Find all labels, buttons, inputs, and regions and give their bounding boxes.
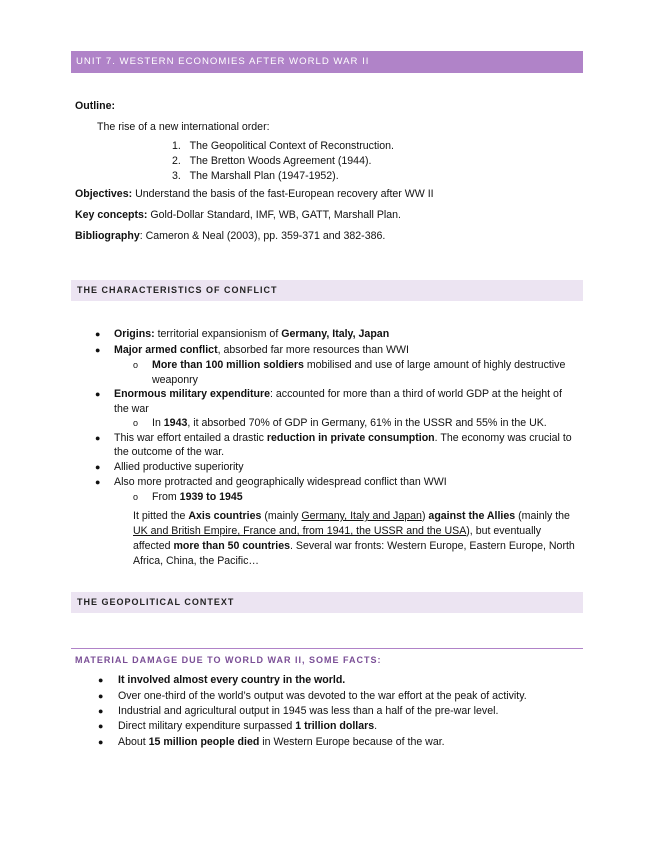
soldiers-item: More than 100 million soldiers mobilised and use of large amount of highly destructive: [152, 359, 566, 371]
major-conflict-item: Major armed conflict, absorbed far more resources than WWI: [114, 344, 409, 356]
bibliography: Bibliography: Cameron & Neal (2003), pp. 359-371 and 382-386.: [75, 230, 386, 242]
military-item-cont: the war: [114, 403, 149, 415]
fact-item: Over one-third of the world’s output was devoted to the war effort at the peak of activity.: [118, 690, 527, 702]
bullet-icon: ●: [98, 691, 104, 701]
axis-para-line1: It pitted the Axis countries (mainly Germany, Italy and Japan) against the Allies (mainly the: [133, 510, 570, 522]
bullet-icon: ●: [98, 721, 104, 731]
circle-bullet-icon: o: [133, 360, 139, 370]
bullet-icon: ●: [95, 345, 101, 355]
bullet-icon: ●: [98, 706, 104, 716]
objectives: Objectives: Understand the basis of the fast-European recovery after WW II: [75, 188, 434, 200]
fact-item: It involved almost every country in the world.: [118, 674, 346, 686]
bullet-icon: ●: [95, 477, 101, 487]
section-header-characteristics: THE CHARACTERISTICS OF CONFLICT: [71, 280, 583, 301]
bullet-icon: ●: [95, 462, 101, 472]
axis-para-line4: Africa, China, the Pacific…: [133, 555, 259, 567]
outline-item-3: 3. The Marshall Plan (1947-1952).: [172, 170, 339, 182]
soldiers-item-cont: weaponry: [152, 374, 198, 386]
section-divider: [71, 648, 583, 649]
section-header-geopolitical: THE GEOPOLITICAL CONTEXT: [71, 592, 583, 613]
outline-label: Outline:: [75, 100, 116, 112]
bullet-icon: ●: [98, 737, 104, 747]
circle-bullet-icon: o: [133, 492, 139, 502]
bullet-icon: ●: [95, 329, 101, 339]
fact-item: About 15 million people died in Western Europe because of the war.: [118, 736, 445, 748]
bullet-icon: ●: [95, 433, 101, 443]
from-years-item: From 1939 to 1945: [152, 491, 243, 503]
unit-title-bar: [71, 51, 583, 73]
section-header-material-damage: MATERIAL DAMAGE DUE TO WORLD WAR II, SOME FACTS:: [75, 655, 382, 665]
outline-intro: The rise of a new international order:: [97, 121, 270, 133]
fact-item: Industrial and agricultural output in 1945 was less than a half of the pre-war level.: [118, 705, 499, 717]
unit-title: UNIT 7. WESTERN ECONOMIES AFTER WORLD WAR II: [76, 56, 370, 67]
allied-item: Allied productive superiority: [114, 461, 244, 473]
origins-item: Origins: territorial expansionism of Germany, Italy, Japan: [114, 328, 390, 340]
outline-item-1: 1. The Geopolitical Context of Reconstruction.: [172, 140, 394, 152]
axis-para-line3: affected more than 50 countries. Several war fronts: Western Europe, Eastern Europe, North: [133, 540, 575, 552]
protracted-item: Also more protracted and geographically widespread conflict than WWI: [114, 476, 447, 488]
outline-item-2: 2. The Bretton Woods Agreement (1944).: [172, 155, 372, 167]
key-concepts: Key concepts: Gold-Dollar Standard, IMF, WB, GATT, Marshall Plan.: [75, 209, 401, 221]
war-effort-item-cont: the outcome of the war.: [114, 446, 225, 458]
bullet-icon: ●: [95, 389, 101, 399]
axis-para-line2: UK and British Empire, France and, from 1941, the USSR and the USA), but eventually: [133, 525, 542, 537]
fact-item: Direct military expenditure surpassed 1 trillion dollars.: [118, 720, 378, 732]
war-effort-item: This war effort entailed a drastic reduction in private consumption. The economy was crucial to: [114, 432, 572, 444]
year-1943-item: In 1943, it absorbed 70% of GDP in Germany, 61% in the USSR and 55% in the UK.: [152, 417, 547, 429]
circle-bullet-icon: o: [133, 418, 139, 428]
bullet-icon: ●: [98, 675, 104, 685]
military-item: Enormous military expenditure: accounted for more than a third of world GDP at the height of: [114, 388, 562, 400]
